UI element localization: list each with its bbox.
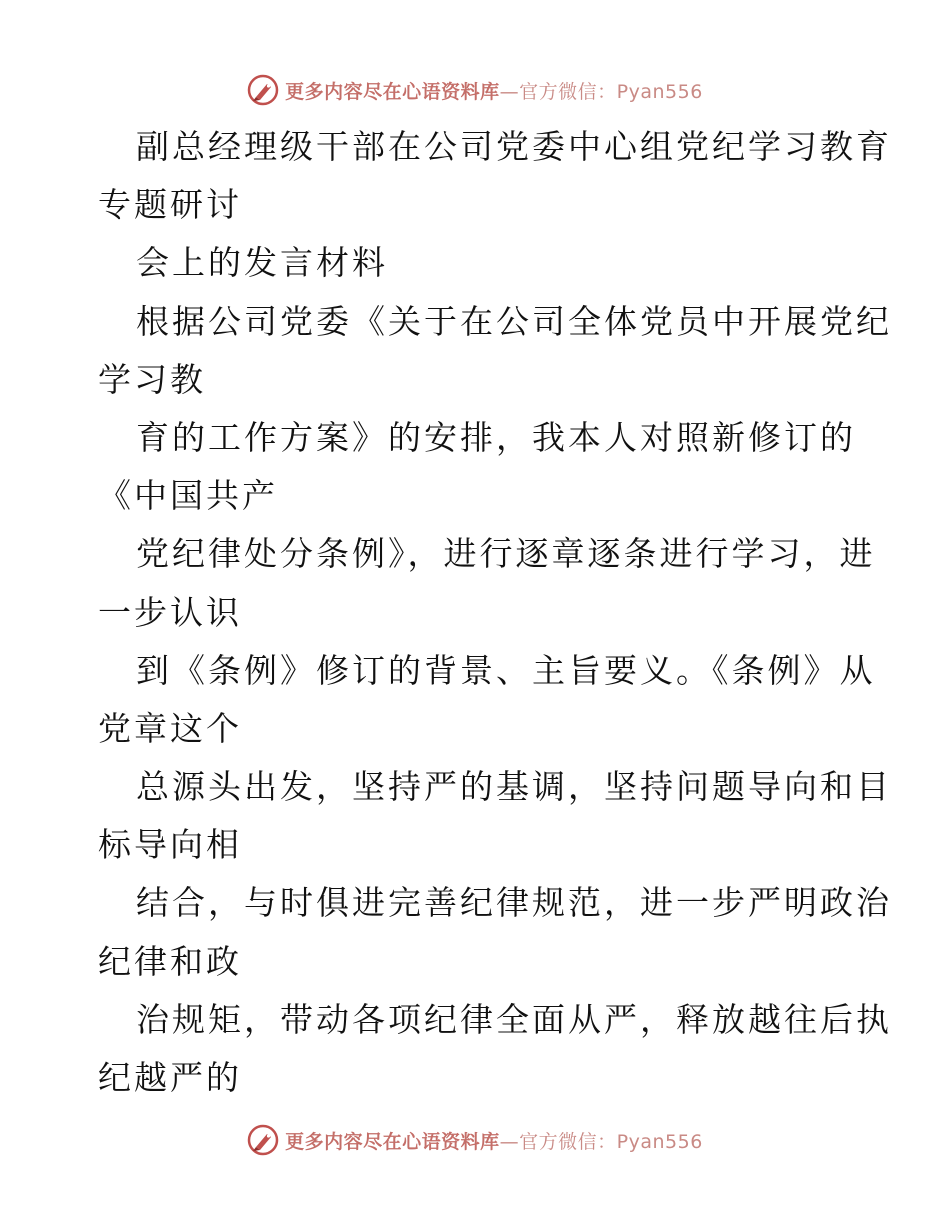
pen-nib-logo-icon (247, 74, 279, 106)
paragraph-line: 党章这个 (98, 708, 242, 748)
paragraph-line: 纪律和政 (98, 941, 242, 981)
watermark-dash: — (499, 1130, 520, 1153)
paragraph-line: 纪越严的 (98, 1058, 242, 1097)
title-line: 专题研讨 (98, 185, 242, 225)
paragraph-line: 根据公司党委《关于在公司全体党员中开展党纪 (136, 301, 892, 341)
watermark-site: 更多内容尽在心语资料库 (285, 1130, 500, 1153)
watermark-contact: 官方微信：Pyan556 (519, 1130, 703, 1153)
paragraph-line: 一步认识 (98, 592, 242, 632)
title-line: 副总经理级干部在公司党委中心组党纪学习教育 (136, 127, 892, 166)
paragraph-line: 结合，与时俱进完善纪律规范，进一步严明政治 (136, 883, 892, 923)
document-body (98, 118, 892, 1107)
paragraph-line: 标导向相 (98, 825, 242, 865)
watermark-dash: — (499, 80, 520, 103)
watermark-text (285, 1127, 703, 1154)
paragraph-line: 到《条例》修订的背景、主旨要义。《条例》从 (136, 650, 876, 690)
paragraph-line: 总源头出发，坚持严的基调，坚持问题导向和目 (136, 767, 892, 807)
header-watermark (0, 70, 950, 110)
title-line: 会上的发言材料 (136, 243, 388, 283)
paragraph-line: 育的工作方案》的安排，我本人对照新修订的 (136, 417, 856, 457)
footer-watermark (0, 1120, 950, 1160)
pen-nib-logo-icon (247, 1124, 279, 1156)
watermark-contact: 官方微信：Pyan556 (519, 80, 703, 103)
paragraph-line: 《中国共产 (98, 476, 278, 516)
watermark-site: 更多内容尽在心语资料库 (285, 80, 500, 103)
paragraph-line: 学习教 (98, 359, 206, 399)
watermark-text (285, 77, 703, 104)
paragraph-line: 治规矩，带动各项纪律全面从严，释放越往后执 (136, 999, 892, 1039)
paragraph-line: 党纪律处分条例》，进行逐章逐条进行学习，进 (136, 534, 876, 574)
